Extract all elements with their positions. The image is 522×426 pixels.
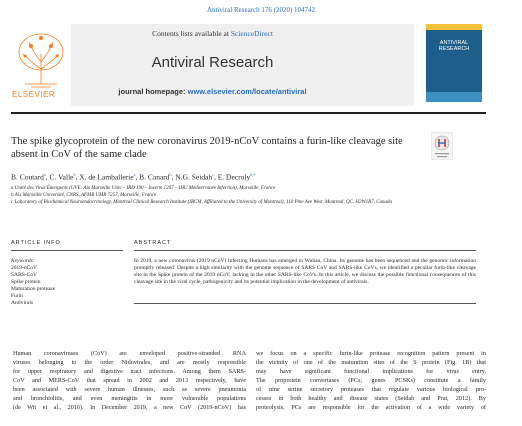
body-text-line: cesses in both healthy and disease states (Seidah and Prat, 2012). By xyxy=(256,395,486,402)
keyword: Antivirals xyxy=(11,300,33,306)
header-divider xyxy=(11,112,486,114)
abstract-bottom-divider xyxy=(134,303,476,304)
journal-homepage xyxy=(11,87,414,96)
body-text-line: Human coronaviruses (CoV) are enveloped positive-stranded RNA xyxy=(13,350,246,357)
body-text-line: and bronchiolitis, and even meningitis in more vulnerable populations xyxy=(13,395,246,402)
author-affiliation-marker[interactable]: a xyxy=(43,172,46,177)
contents-line xyxy=(11,29,414,38)
homepage-link[interactable]: www.elsevier.com/locate/antiviral xyxy=(187,87,307,96)
keyword-list xyxy=(11,265,55,307)
keyword: Maturation protease xyxy=(11,286,56,292)
body-text-line: the vicinity of one of the maturation sites of the S protein (Fig. 1B) that xyxy=(256,359,486,366)
author-affiliation-marker[interactable]: a xyxy=(133,172,136,177)
body-text-line: of nine serine secretory proteases that regulate various biological pro- xyxy=(256,386,486,393)
keyword: SARS-CoV xyxy=(11,272,37,278)
journal-cover-title: ANTIVIRAL RESEARCH xyxy=(438,40,470,52)
check-for-updates-icon[interactable] xyxy=(431,132,453,160)
journal-cover-footer xyxy=(426,92,482,102)
author-name[interactable]: N.G. Seidah xyxy=(175,172,213,182)
homepage-prefix: journal homepage: xyxy=(118,87,188,96)
author-affiliation-marker[interactable]: b xyxy=(73,172,76,177)
body-text-line: (de Wit et al., 2016). In December 2019, a new CoV (2019-nCoV) has xyxy=(13,404,246,411)
author-affiliation-marker[interactable]: c xyxy=(212,172,214,177)
author-name[interactable]: B. Canard xyxy=(139,172,170,182)
body-text-line: for upper respiratory and digestive tract infections. Among them SARS- xyxy=(13,368,246,375)
author-name[interactable]: B. Coutard xyxy=(11,172,44,182)
affiliation: a Unité des Virus Émergents (UVE: Aix Marseille Univ – IRD 190 – Inserm 1207 – IHU Méditerranée Infection), Marseille, France xyxy=(11,186,276,191)
body-right-column xyxy=(256,349,486,412)
contents-prefix: Contents lists available at xyxy=(152,29,231,38)
author-name[interactable]: C. Valle xyxy=(49,172,74,182)
affiliation: c Laboratory of Biochemical Neuroendocrinology, Montreal Clinical Research Institute (IRCM, Affiliated to the University of Montreal), 110 Pine Ave West, Montreal, QC, H2W1R7, Canada xyxy=(11,200,393,205)
publisher-name: ELSEVIER xyxy=(12,90,56,99)
body-text-line: proteolysis, PCs are responsible for the activation of a wide variety of xyxy=(256,404,486,411)
sciencedirect-link[interactable]: ScienceDirect xyxy=(230,29,273,38)
author-list: B. Coutard$^a$, C. Valle$^b$, X. de Lamballerie$^a$, B. Canard$^b$, N.G. Seidah$^c$, E. Decroly$^{b,∗}$ xyxy=(11,172,256,182)
abstract-divider xyxy=(134,250,476,251)
journal-title: Antiviral Research xyxy=(151,54,274,71)
keyword: 2019-nCoV xyxy=(11,265,37,271)
keyword: Spike protein xyxy=(11,279,41,285)
body-text-line: may have significant functional implications for virus entry. xyxy=(256,368,486,375)
body-text-line: viruses belonging to the order Nidovirales, and are mostly responsible xyxy=(13,359,246,366)
keywords-block xyxy=(11,258,55,307)
body-text-line: CoV and MERS-CoV that spread in 2002 and 2013 respectively, have xyxy=(13,377,246,384)
body-left-column xyxy=(13,349,246,412)
keywords-label: Keywords: xyxy=(11,258,35,264)
author-affiliation-marker[interactable]: b xyxy=(169,172,172,177)
body-text-line: been associated with severe human illnesses, such as severe pneumonia xyxy=(13,386,246,393)
author-name[interactable]: E. Decroly xyxy=(217,172,251,182)
body-text-line: The proprotein convertases (PCs; genes PCSKs) constitute a family xyxy=(256,377,486,384)
article-info-heading: ARTICLE INFO xyxy=(11,240,61,246)
article-info-divider xyxy=(11,250,123,251)
affiliation: b Aix Marseille Université, CNRS, AFMB UMR 7257, Marseille, France xyxy=(11,193,157,198)
article-title: The spike glycoprotein of the new coronavirus 2019-nCoV contains a furin-like cleavage site absent in CoV of the same clade xyxy=(11,136,403,160)
journal-citation[interactable]: Antiviral Research 176 (2020) 104742 xyxy=(206,6,316,14)
author-name[interactable]: X. de Lamballerie xyxy=(79,172,134,182)
abstract-text: In 2019, a new coronavirus (2019 nCoV) infecting Humans has emerged in Wuhan, China. Its genome has been sequenced and the genomic information promptly released. Despite a high similarity with the genome sequence of SARS CoV and SARS-like CoVs, we identified a peculiar furin-like cleavage site in the Spike protein of the 2019 nCoV, lacking in the other SARS-like CoVs. In this article, we discuss the possible functional consequences of this cleavage site in the viral cycle, pathogenicity and its potential implication in the development of antivirals. xyxy=(134,258,476,285)
journal-cover xyxy=(426,24,482,102)
author-affiliation-marker[interactable]: b,∗ xyxy=(250,172,256,177)
keyword: Furin xyxy=(11,293,23,299)
abstract-heading: ABSTRACT xyxy=(134,240,172,246)
journal-cover-stripe xyxy=(426,24,482,30)
body-text-line: we focus on a specific furin-like protease recognition pattern present in xyxy=(256,350,486,357)
